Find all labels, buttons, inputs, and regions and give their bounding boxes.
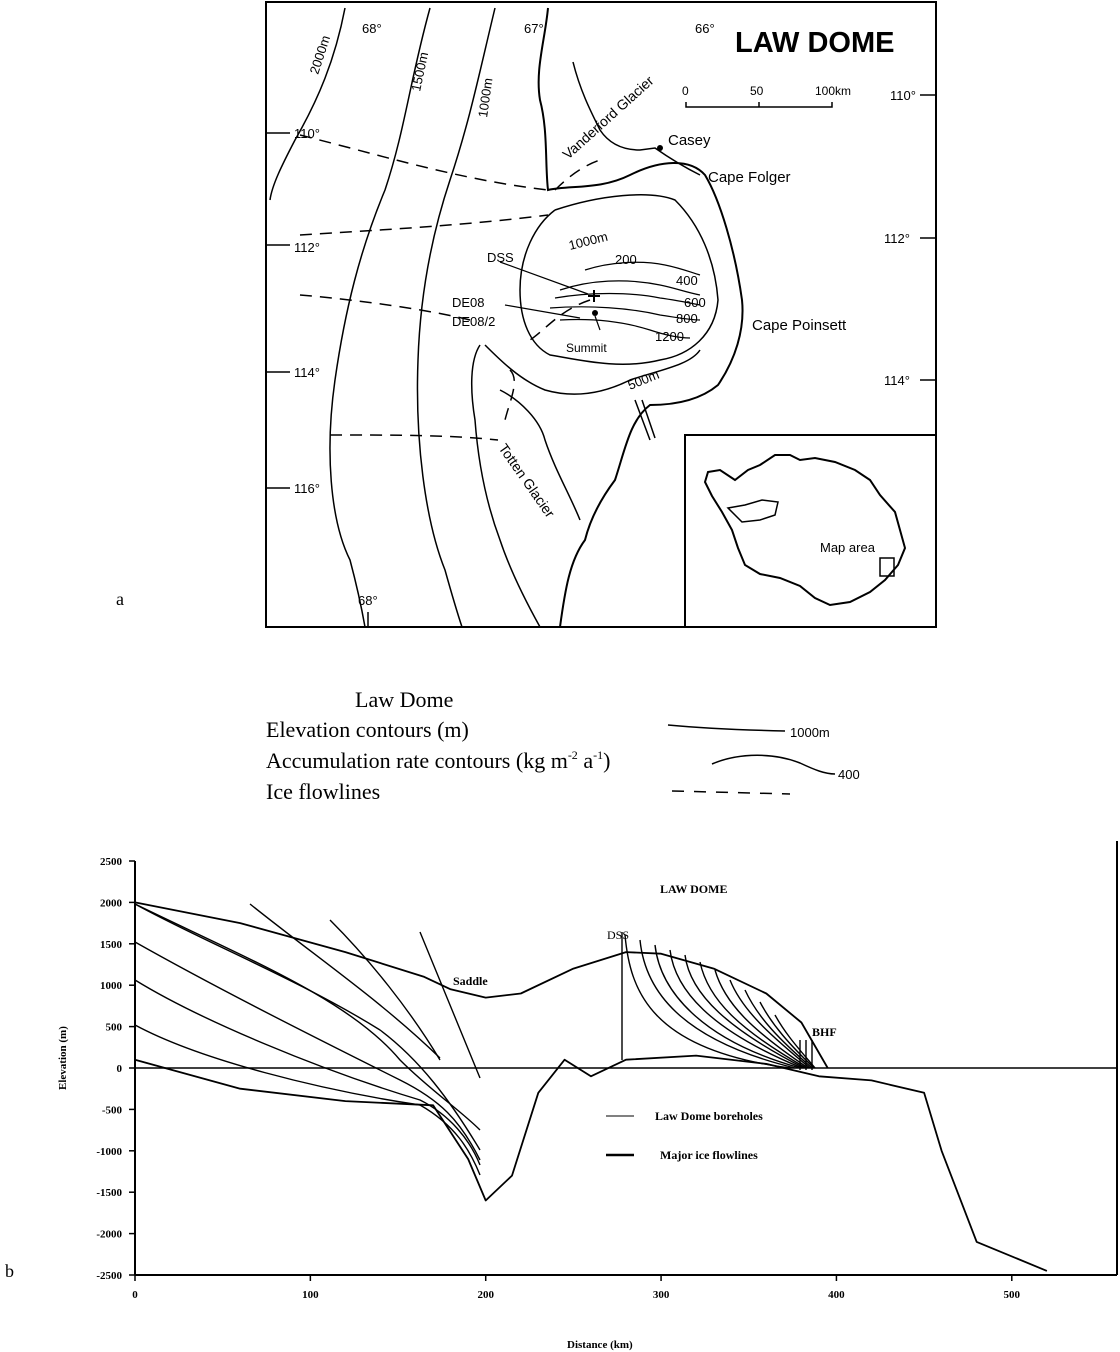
map-legend [266, 687, 860, 804]
annotation-bhf: BHF [812, 1025, 837, 1039]
scale-tick-50: 50 [750, 84, 764, 98]
series-bedrock [135, 1056, 1047, 1271]
contour-label-1000m-dome: 1000m [567, 228, 610, 253]
long-label-right-110: 110° [890, 88, 916, 103]
label-casey: Casey [668, 132, 711, 149]
long-label-left-110: 110° [294, 126, 320, 141]
accum-label-400: 400 [676, 273, 698, 288]
profile-series [135, 902, 1117, 1271]
long-label-right-114: 114° [884, 373, 910, 388]
contour-label-500m: 500m [625, 366, 662, 393]
label-totten-glacier: Totten Glacier [495, 440, 559, 521]
map-panel [116, 2, 936, 627]
label-cape-poinsett: Cape Poinsett [752, 317, 847, 334]
y-tick-label: -2000 [96, 1228, 122, 1241]
annotation-dss: DSS [607, 928, 630, 942]
y-tick-label: 1000 [100, 980, 122, 993]
legend-flowlines-label: Ice flowlines [266, 779, 381, 804]
x-tick-label: 100 [302, 1289, 319, 1301]
scale-tick-100km: 100km [815, 84, 852, 98]
lat-label-66: 66° [695, 21, 715, 36]
accum-label-600: 600 [684, 295, 706, 310]
summit-marker [592, 310, 598, 316]
y-tick-label: 0 [116, 1063, 122, 1075]
x-axis-label: Distance (km) [567, 1339, 633, 1351]
panel-label-b: b [5, 1261, 14, 1281]
map-title: LAW DOME [735, 27, 895, 59]
contour-label-1500m: 1500m [408, 50, 432, 93]
glacier-tongue [635, 400, 655, 440]
contour-label-1000m-west: 1000m [475, 76, 496, 119]
contour-2000m [270, 8, 345, 200]
label-vanderford-glacier: Vanderford Glacier [559, 72, 657, 163]
y-tick-label: -1000 [96, 1145, 122, 1158]
legend-elevation-sample-label: 1000m [790, 725, 830, 740]
legend-elevation-label: Elevation contours (m) [266, 717, 469, 742]
profile-title: LAW DOME [660, 882, 728, 896]
lat-label-68: 68° [362, 21, 382, 36]
y-tick-label: 500 [105, 1021, 122, 1034]
annotation-saddle: Saddle [453, 974, 488, 988]
casey-marker [657, 145, 663, 151]
contour-1500m [330, 8, 430, 627]
legend-accumulation-sample-line [712, 755, 835, 774]
x-tick-label: 300 [652, 1289, 670, 1301]
panel-label-a: a [116, 589, 124, 609]
flowlines-west [135, 904, 480, 1175]
profile-axes [96, 841, 1117, 1301]
y-tick-label: -500 [101, 1104, 122, 1117]
long-label-right-112: 112° [884, 231, 910, 246]
label-dss: DSS [487, 250, 514, 265]
x-tick-label: 400 [828, 1289, 845, 1301]
legend-boreholes: Law Dome boreholes [655, 1109, 763, 1123]
accum-label-200: 200 [615, 252, 637, 267]
x-tick-label: 0 [132, 1289, 138, 1301]
long-label-left-114: 114° [294, 365, 320, 380]
accum-600 [555, 294, 700, 306]
scale-tick-0: 0 [682, 84, 689, 98]
x-tick-label: 200 [477, 1289, 494, 1301]
coastline-casey [573, 62, 700, 175]
y-tick-label: -2500 [96, 1270, 122, 1282]
legend-flowlines: Major ice flowlines [660, 1148, 758, 1162]
legend-flowline-sample [672, 791, 790, 794]
inset-map-area-label: Map area [820, 540, 875, 555]
y-tick-label: 1500 [100, 938, 122, 951]
x-tick-label: 500 [1003, 1289, 1021, 1301]
y-tick-label: 2500 [100, 856, 122, 868]
accum-label-800: 800 [676, 311, 698, 326]
legend-title: Law Dome [355, 687, 454, 712]
profile-chart [5, 841, 1117, 1351]
label-de08-2: DE08/2 [452, 314, 496, 329]
legend-elevation-sample-line [668, 725, 785, 731]
long-label-left-116: 116° [294, 481, 320, 496]
y-tick-label: 2000 [100, 897, 122, 910]
contour-label-2000m: 2000m [306, 33, 334, 76]
accum-label-1200: 1200 [655, 329, 684, 344]
lat-label-bottom-68: 68° [358, 593, 378, 608]
label-cape-folger: Cape Folger [708, 169, 791, 186]
lat-label-67: 67° [524, 21, 544, 36]
legend-accumulation-label: Accumulation rate contours (kg $m^{-2}$ $a^{-1}$) [266, 748, 611, 773]
long-label-left-112: 112° [294, 240, 320, 255]
legend-accumulation-sample-label: 400 [838, 767, 860, 782]
y-tick-label: -1500 [96, 1187, 122, 1200]
label-summit: Summit [566, 341, 607, 355]
inset-map [685, 435, 936, 627]
label-de08: DE08 [452, 295, 485, 310]
y-axis-label: Elevation (m) [57, 1026, 69, 1090]
scale-bar [682, 84, 851, 107]
